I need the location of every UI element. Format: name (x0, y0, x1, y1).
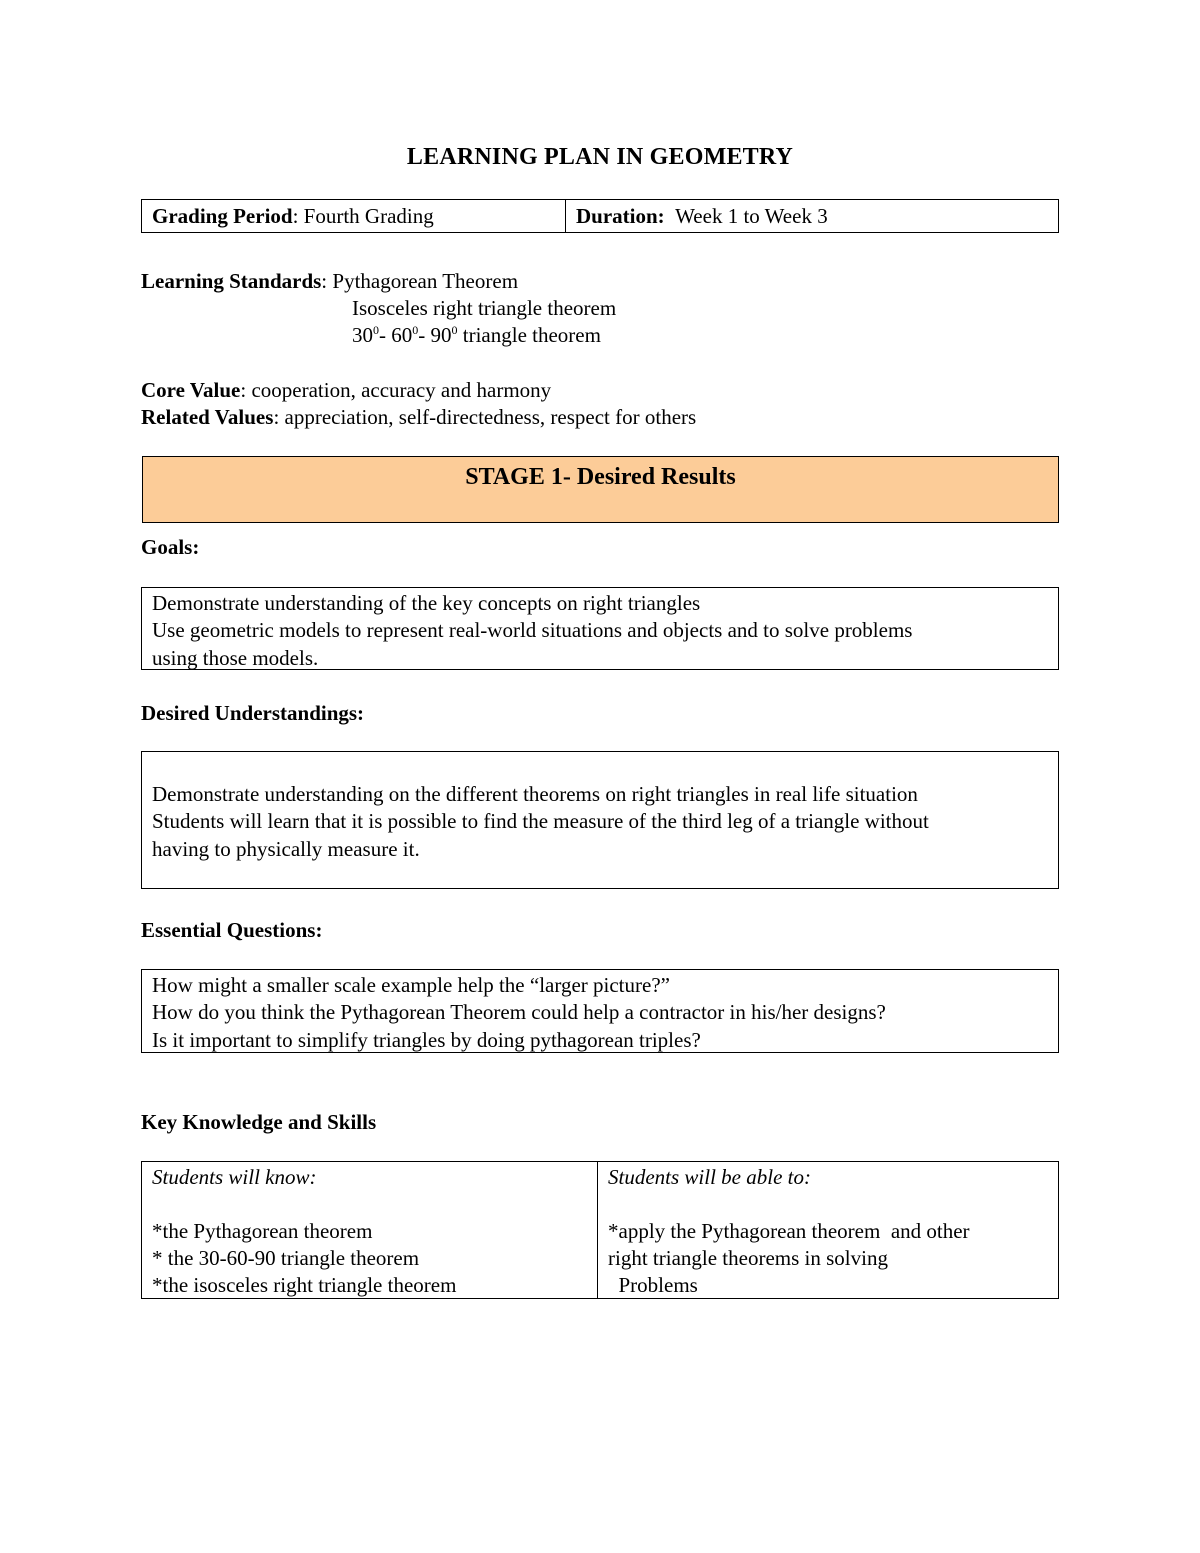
able-item: *apply the Pythagorean theorem and other (608, 1219, 970, 1243)
related-values-label: Related Values (141, 405, 274, 429)
learning-standards: Learning Standards: Pythagorean Theorem (141, 269, 519, 293)
understanding-line: Students will learn that it is possible to find the measure of the third leg of a triangle without (152, 809, 929, 834)
essential-questions-heading: Essential Questions: (141, 918, 323, 942)
know-header: Students will know: (152, 1165, 317, 1189)
goal-line: Demonstrate understanding of the key concepts on right triangles (152, 591, 701, 615)
grading-period-cell (142, 200, 566, 232)
duration-value: Week 1 to Week 3 (675, 204, 828, 228)
question-line: How do you think the Pythagorean Theorem could help a contractor in his/her designs? (152, 1000, 886, 1025)
understanding-line: having to physically measure it. (152, 836, 420, 861)
duration-label: Duration: (576, 204, 665, 228)
understandings-box (141, 751, 1059, 889)
standard-item: Pythagorean Theorem (332, 269, 519, 293)
goals-box (141, 587, 1059, 670)
key-knowledge-heading: Key Knowledge and Skills (141, 1110, 377, 1134)
able-header: Students will be able to: (608, 1165, 811, 1189)
desired-understandings-heading: Desired Understandings: (141, 701, 365, 725)
questions-box (141, 969, 1059, 1053)
core-value-text: : cooperation, accuracy and harmony (240, 378, 552, 402)
grading-table (141, 199, 1059, 233)
goal-line: Use geometric models to represent real-world situations and objects and to solve problems (152, 618, 913, 643)
related-values (141, 404, 696, 431)
students-able-to-cell (598, 1162, 1058, 1298)
able-item: right triangle theorems in solving (608, 1246, 888, 1270)
students-will-know-cell (142, 1162, 598, 1298)
learning-standards-label: Learning Standards (141, 269, 322, 293)
grading-period-value: : Fourth Grading (292, 204, 434, 228)
goal-line: using those models. (152, 645, 319, 670)
knowledge-skills-table (141, 1161, 1059, 1299)
duration-cell (566, 200, 1058, 232)
goals-heading: Goals: (141, 535, 200, 559)
related-values-text: : appreciation, self-directedness, respect for others (273, 405, 697, 429)
document-title: LEARNING PLAN IN GEOMETRY (406, 144, 794, 170)
question-line: How might a smaller scale example help the “larger picture?” (152, 973, 670, 997)
know-item: * the 30-60-90 triangle theorem (152, 1246, 420, 1270)
able-item: Problems (608, 1273, 698, 1297)
question-line: Is it important to simplify triangles by doing pythagorean triples? (152, 1027, 701, 1052)
standard-item: Isosceles right triangle theorem (352, 296, 617, 320)
stage-1-banner (142, 456, 1059, 523)
core-value (141, 377, 551, 404)
core-value-label: Core Value (141, 378, 241, 402)
stage-1-title: STAGE 1- Desired Results (465, 464, 736, 490)
grading-period-label: Grading Period (152, 204, 293, 228)
know-item: *the isosceles right triangle theorem (152, 1273, 457, 1297)
understanding-line: Demonstrate understanding on the different theorems on right triangles in real life situation (152, 782, 918, 806)
know-item: *the Pythagorean theorem (152, 1219, 373, 1243)
standard-item-triangle-theorem: $30^0-$ $60^0-$ $90^0$ triangle theorem (352, 323, 601, 347)
